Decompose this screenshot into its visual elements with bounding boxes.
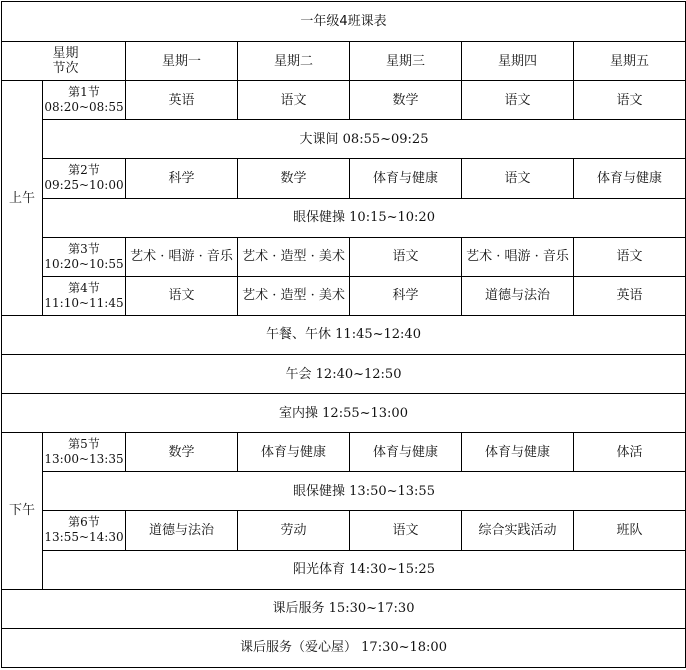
class-cell: 劳动 (238, 511, 350, 550)
class-cell: 艺术 · 造型 · 美术 (238, 237, 350, 276)
class-cell: 体育与健康 (462, 433, 574, 472)
day-header-mon: 星期一 (126, 42, 238, 81)
schedule-title: 一年级4班课表 (2, 2, 686, 42)
activity-cell: 课后服务 15:30~17:30 (2, 589, 686, 628)
period-label-6 (43, 511, 126, 550)
period-name: 第4节 (68, 280, 100, 295)
class-cell: 科学 (350, 276, 462, 315)
segment-morning: 上午 (2, 81, 43, 316)
period-row-5 (2, 433, 686, 472)
period-label-1 (43, 81, 126, 120)
after-school-row-1 (2, 589, 686, 628)
class-cell: 艺术 · 唱游 · 音乐 (462, 237, 574, 276)
period-row-2 (2, 159, 686, 198)
day-header-fri: 星期五 (574, 42, 686, 81)
activity-row-break (2, 120, 686, 159)
period-row-3 (2, 237, 686, 276)
activity-row-eye-exercise (2, 198, 686, 237)
period-time: 09:25~10:00 (44, 178, 124, 193)
class-cell: 体活 (574, 433, 686, 472)
class-cell: 语文 (350, 511, 462, 550)
day-header-tue: 星期二 (238, 42, 350, 81)
class-cell: 体育与健康 (574, 159, 686, 198)
activity-cell: 课后服务（爱心屋） 17:30~18:00 (2, 628, 686, 667)
class-cell: 班队 (574, 511, 686, 550)
class-cell: 综合实践活动 (462, 511, 574, 550)
class-cell: 体育与健康 (350, 159, 462, 198)
period-name: 第6节 (68, 515, 100, 530)
class-cell: 道德与法治 (462, 276, 574, 315)
activity-row-eye-exercise-pm (2, 472, 686, 511)
title-row (2, 2, 686, 42)
class-cell: 艺术 · 唱游 · 音乐 (126, 237, 238, 276)
period-name: 第1节 (68, 85, 100, 100)
class-schedule-table (1, 1, 686, 668)
header-row (2, 42, 686, 81)
class-cell: 数学 (238, 159, 350, 198)
activity-cell: 午会 12:40~12:50 (2, 354, 686, 393)
class-cell: 语文 (350, 237, 462, 276)
activity-cell: 眼保健操 10:15~10:20 (43, 198, 686, 237)
activity-cell: 大课间 08:55~09:25 (43, 120, 686, 159)
activity-cell: 室内操 12:55~13:00 (2, 394, 686, 433)
class-cell: 体育与健康 (350, 433, 462, 472)
midday-row-lunch (2, 315, 686, 354)
period-name: 第5节 (68, 437, 100, 452)
header-corner (2, 42, 126, 81)
corner-period-label: 节次 (52, 61, 79, 77)
class-cell: 语文 (462, 159, 574, 198)
period-label-5 (43, 433, 126, 472)
class-cell: 语文 (574, 237, 686, 276)
period-row-1 (2, 81, 686, 120)
period-name: 第2节 (68, 163, 100, 178)
midday-row-meeting (2, 354, 686, 393)
period-time: 11:10~11:45 (44, 295, 124, 310)
class-cell: 体育与健康 (238, 433, 350, 472)
period-label-3 (43, 237, 126, 276)
period-row-4 (2, 276, 686, 315)
class-cell: 英语 (574, 276, 686, 315)
class-cell: 艺术 · 造型 · 美术 (238, 276, 350, 315)
period-row-6 (2, 511, 686, 550)
activity-row-sunshine-sports (2, 550, 686, 589)
segment-afternoon: 下午 (2, 433, 43, 589)
after-school-row-2 (2, 628, 686, 667)
day-header-thu: 星期四 (462, 42, 574, 81)
class-cell: 语文 (462, 81, 574, 120)
class-cell: 语文 (574, 81, 686, 120)
class-cell: 科学 (126, 159, 238, 198)
class-cell: 语文 (238, 81, 350, 120)
period-label-2 (43, 159, 126, 198)
activity-cell: 午餐、午休 11:45~12:40 (2, 315, 686, 354)
midday-row-indoor-exercise (2, 394, 686, 433)
class-cell: 道德与法治 (126, 511, 238, 550)
activity-cell: 眼保健操 13:50~13:55 (43, 472, 686, 511)
period-name: 第3节 (68, 241, 100, 256)
activity-cell: 阳光体育 14:30~15:25 (43, 550, 686, 589)
class-cell: 数学 (126, 433, 238, 472)
class-cell: 数学 (350, 81, 462, 120)
period-time: 13:00~13:35 (44, 452, 124, 467)
period-time: 08:20~08:55 (44, 100, 124, 115)
period-time: 10:20~10:55 (44, 256, 124, 271)
class-cell: 语文 (126, 276, 238, 315)
class-cell: 英语 (126, 81, 238, 120)
period-time: 13:55~14:30 (44, 530, 124, 545)
corner-weekday-label: 星期 (52, 46, 79, 62)
period-label-4 (43, 276, 126, 315)
day-header-wed: 星期三 (350, 42, 462, 81)
